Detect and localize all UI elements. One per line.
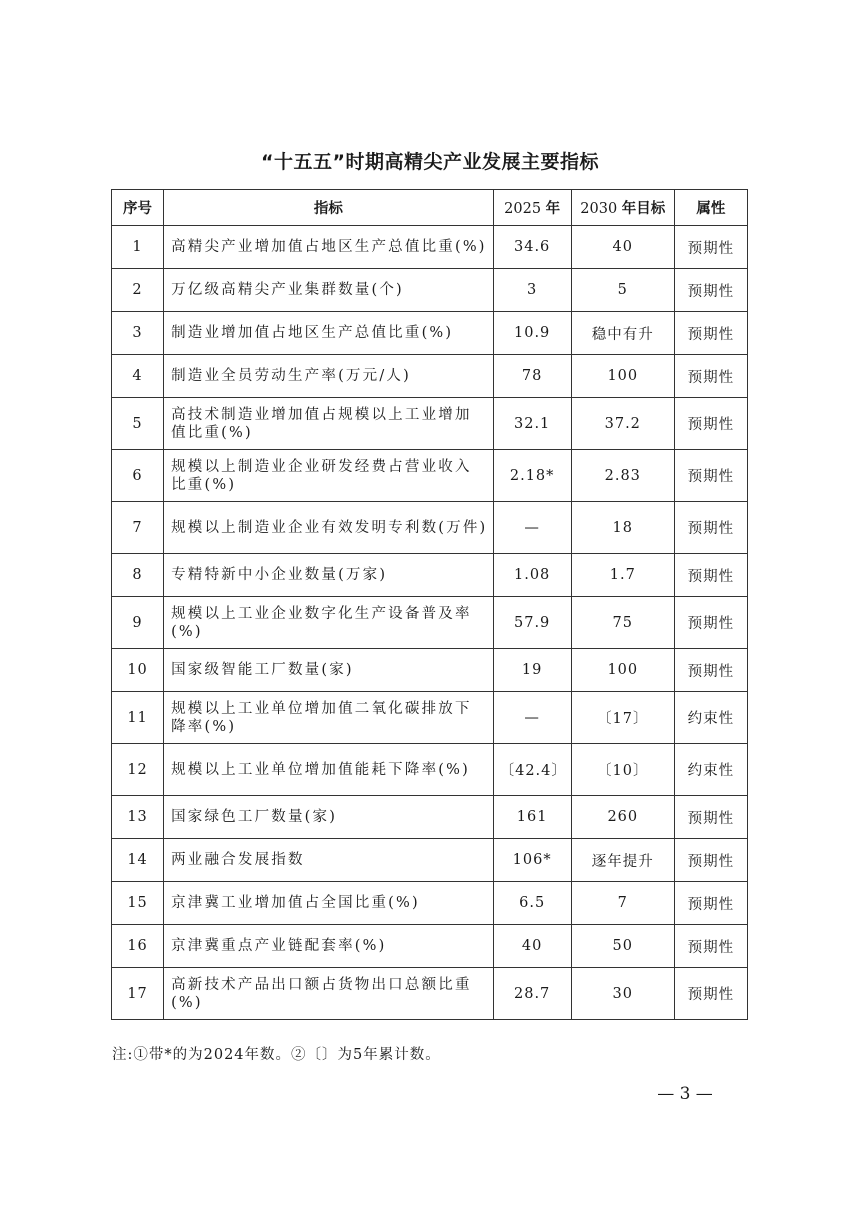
table-row [112, 649, 748, 692]
cell-attribute: 预期性 [674, 226, 747, 269]
cell-2030: 18 [571, 502, 674, 554]
header-2030-year: 2030 [580, 201, 618, 217]
cell-attribute: 预期性 [674, 597, 747, 649]
table-row [112, 398, 748, 450]
header-2030-target [571, 190, 674, 226]
header-2030-unit: 年目标 [621, 201, 666, 217]
cell-attribute: 预期性 [674, 312, 747, 355]
header-2025 [493, 190, 571, 226]
cell-2025: 28.7 [493, 968, 571, 1020]
cell-2030: 100 [571, 355, 674, 398]
cell-no: 17 [112, 968, 164, 1020]
cell-indicator: 高新技术产品出口额占货物出口总额比重(%) [164, 968, 494, 1020]
cell-2025: 3 [493, 269, 571, 312]
cell-2025: 〔42.4〕 [493, 744, 571, 796]
cell-no: 14 [112, 839, 164, 882]
table-row [112, 692, 748, 744]
cell-attribute: 约束性 [674, 692, 747, 744]
table-row [112, 450, 748, 502]
header-no: 序号 [112, 190, 164, 226]
cell-indicator: 规模以上制造业企业研发经费占营业收入比重(%) [164, 450, 494, 502]
cell-2030: 7 [571, 882, 674, 925]
cell-2025: — [493, 502, 571, 554]
table-row [112, 502, 748, 554]
cell-2025: 32.1 [493, 398, 571, 450]
header-attribute: 属性 [674, 190, 747, 226]
table-row [112, 882, 748, 925]
cell-indicator: 高技术制造业增加值占规模以上工业增加值比重(%) [164, 398, 494, 450]
cell-2025: 2.18* [493, 450, 571, 502]
table-row [112, 312, 748, 355]
cell-indicator: 规模以上工业单位增加值能耗下降率(%) [164, 744, 494, 796]
cell-2030: 5 [571, 269, 674, 312]
table-row [112, 269, 748, 312]
table-row [112, 925, 748, 968]
cell-no: 7 [112, 502, 164, 554]
cell-2025: 78 [493, 355, 571, 398]
cell-attribute: 预期性 [674, 649, 747, 692]
cell-attribute: 预期性 [674, 502, 747, 554]
cell-attribute: 预期性 [674, 968, 747, 1020]
cell-attribute: 预期性 [674, 796, 747, 839]
cell-2025: 6.5 [493, 882, 571, 925]
cell-attribute: 预期性 [674, 269, 747, 312]
cell-attribute: 预期性 [674, 398, 747, 450]
cell-2030: 〔17〕 [571, 692, 674, 744]
cell-2030: 50 [571, 925, 674, 968]
cell-indicator: 国家绿色工厂数量(家) [164, 796, 494, 839]
cell-2025: 57.9 [493, 597, 571, 649]
cell-2030: 100 [571, 649, 674, 692]
cell-2030: 40 [571, 226, 674, 269]
cell-indicator: 制造业全员劳动生产率(万元/人) [164, 355, 494, 398]
cell-attribute: 预期性 [674, 450, 747, 502]
cell-indicator: 两业融合发展指数 [164, 839, 494, 882]
indicators-table [111, 189, 748, 1020]
cell-no: 11 [112, 692, 164, 744]
header-indicator: 指标 [164, 190, 494, 226]
cell-2025: 34.6 [493, 226, 571, 269]
cell-no: 10 [112, 649, 164, 692]
table-footnote: 注:①带*的为2024年数。②〔〕为5年累计数。 [112, 1047, 441, 1063]
cell-no: 15 [112, 882, 164, 925]
cell-attribute: 预期性 [674, 554, 747, 597]
cell-indicator: 京津冀工业增加值占全国比重(%) [164, 882, 494, 925]
table-row [112, 796, 748, 839]
cell-2030: 1.7 [571, 554, 674, 597]
header-2025-unit: 年 [545, 201, 561, 217]
cell-no: 12 [112, 744, 164, 796]
cell-indicator: 万亿级高精尖产业集群数量(个) [164, 269, 494, 312]
cell-no: 3 [112, 312, 164, 355]
cell-2025: — [493, 692, 571, 744]
cell-no: 16 [112, 925, 164, 968]
cell-no: 6 [112, 450, 164, 502]
page-number: — 3 — [657, 1084, 713, 1104]
cell-no: 8 [112, 554, 164, 597]
table-header-row [112, 190, 748, 226]
cell-no: 2 [112, 269, 164, 312]
cell-2030: 260 [571, 796, 674, 839]
cell-2030: 稳中有升 [571, 312, 674, 355]
cell-2030: 逐年提升 [571, 839, 674, 882]
cell-no: 4 [112, 355, 164, 398]
cell-2030: 〔10〕 [571, 744, 674, 796]
table-row [112, 355, 748, 398]
cell-indicator: 规模以上工业单位增加值二氧化碳排放下降率(%) [164, 692, 494, 744]
header-2025-year: 2025 [504, 201, 542, 217]
table-row [112, 597, 748, 649]
table-row [112, 839, 748, 882]
cell-2025: 19 [493, 649, 571, 692]
cell-indicator: 制造业增加值占地区生产总值比重(%) [164, 312, 494, 355]
cell-indicator: 京津冀重点产业链配套率(%) [164, 925, 494, 968]
cell-indicator: 规模以上工业企业数字化生产设备普及率(%) [164, 597, 494, 649]
cell-attribute: 约束性 [674, 744, 747, 796]
table-row [112, 968, 748, 1020]
cell-2025: 1.08 [493, 554, 571, 597]
cell-2025: 40 [493, 925, 571, 968]
table-row [112, 554, 748, 597]
table-row [112, 226, 748, 269]
cell-no: 13 [112, 796, 164, 839]
cell-2030: 75 [571, 597, 674, 649]
cell-indicator: 高精尖产业增加值占地区生产总值比重(%) [164, 226, 494, 269]
cell-2025: 106* [493, 839, 571, 882]
cell-2030: 2.83 [571, 450, 674, 502]
cell-no: 1 [112, 226, 164, 269]
cell-indicator: 国家级智能工厂数量(家) [164, 649, 494, 692]
cell-attribute: 预期性 [674, 839, 747, 882]
cell-no: 5 [112, 398, 164, 450]
document-title: “十五五”时期高精尖产业发展主要指标 [261, 151, 599, 173]
cell-attribute: 预期性 [674, 882, 747, 925]
cell-indicator: 专精特新中小企业数量(万家) [164, 554, 494, 597]
cell-2030: 37.2 [571, 398, 674, 450]
cell-2025: 161 [493, 796, 571, 839]
cell-2030: 30 [571, 968, 674, 1020]
cell-indicator: 规模以上制造业企业有效发明专利数(万件) [164, 502, 494, 554]
cell-attribute: 预期性 [674, 925, 747, 968]
cell-attribute: 预期性 [674, 355, 747, 398]
cell-2025: 10.9 [493, 312, 571, 355]
table-row [112, 744, 748, 796]
cell-no: 9 [112, 597, 164, 649]
